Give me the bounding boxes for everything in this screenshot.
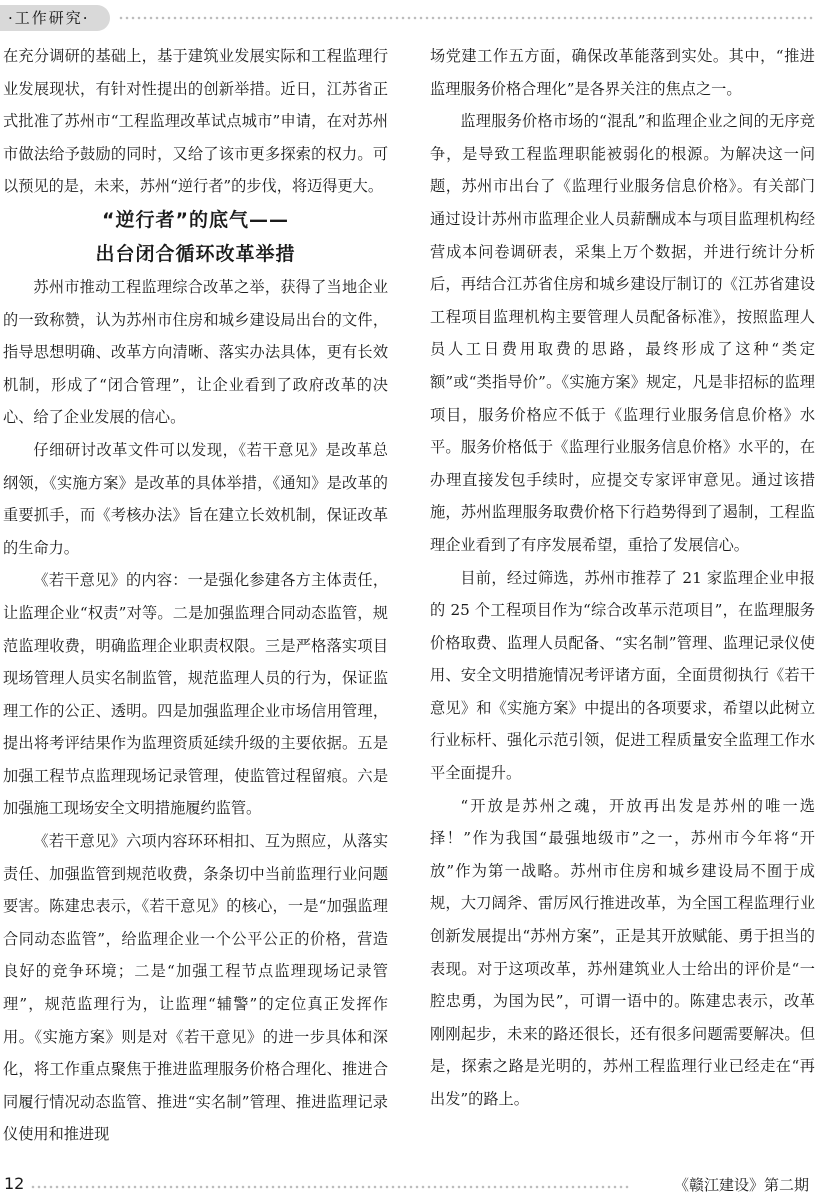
footer-dotted-rule xyxy=(30,1185,630,1189)
paragraph: 《若干意见》六项内容环环相扣、互为照应，从落实责任、加强监管到规范收费，条条切中当前监理行业问题要害。陈建忠表示，《若干意见》的核心，一是“加强监理合同动态监管”，给监理企业一个公平公正的价格，营造良好的竞争环境；二是“加强工程节点监理现场记录管理”，规范监理行为，让监理“辅警”的定位真正发挥作用。《实施方案》则是对《若干意见》的进一步具体和深化，将工作重点聚焦于推进监理服务价格合理化、推进合同履行情况动态监管、推进“实名制”管理、推进监理记录仪使用和推进现 xyxy=(3,832,388,1144)
paragraph: 在充分调研的基础上，基于建筑业发展实际和工程监理行业发展现状，有针对性提出的创新举措。近日，江苏省正式批准了苏州市“工程监理改革试点城市”申请，在对苏州市做法给予鼓励的同时，又给了该市更多探索的权力。可以预见的是，未来，苏州“逆行者”的步伐，将迈得更大。 xyxy=(3,47,388,196)
page-header xyxy=(0,0,815,34)
header-dotted-rule xyxy=(118,16,815,20)
left-column xyxy=(3,40,388,1151)
paragraph: 监理服务价格市场的“混乱”和监理企业之间的无序竞争，是导致工程监理职能被弱化的根源。为解决这一问题，苏州市出台了《监理行业服务信息价格》。有关部门通过设计苏州市监理企业人员薪酬成本与项目监理机构经营成本问卷调研表，采集上万个数据，并进行统计分析后，再结合江苏省住房和城乡建设厅制订的《江苏省建设工程项目监理机构主要管理人员配备标准》，按照监理人员人工日费用取费的思路，最终形成了这种“类定额”或“类指导价”。《实施方案》规定，凡是非招标的监理项目，服务价格应不低于《监理行业服务信息价格》水平。服务价格低于《监理行业服务信息价格》水平的，在办理直接发包手续时，应提交专家评审意见。通过该措施，苏州监理服务取费价格下行趋势得到了遏制，工程监理企业看到了有序发展希望，重拾了发展信心。 xyxy=(430,112,815,554)
page-number: 12 xyxy=(4,1174,25,1193)
paragraph: 场党建工作五方面，确保改革能落到实处。其中，“推进监理服务价格合理化”是各界关注的焦点之一。 xyxy=(430,47,815,98)
paragraph: 目前，经过筛选，苏州市推荐了 21 家监理企业申报的 25 个工程项目作为“综合改革示范项目”，在监理服务价格取费、监理人员配备、“实名制”管理、监理记录仪使用、安全文明措施情况考评诸方面，全面贯彻执行《若干意见》和《实施方案》中提出的各项要求，希望以此树立行业标杆、强化示范引领，促进工程质量安全监理工作水平全面提升。 xyxy=(430,568,815,783)
page-footer xyxy=(0,1168,815,1202)
paragraph: 仔细研讨改革文件可以发现，《若干意见》是改革总纲领，《实施方案》是改革的具体举措，《通知》是改革的重要抓手，而《考核办法》旨在建立长效机制，保证改革的生命力。 xyxy=(3,440,388,557)
right-column xyxy=(430,40,815,1116)
paragraph: 苏州市推动工程监理综合改革之举，获得了当地企业的一致称赞，认为苏州市住房和城乡建设局出台的文件，指导思想明确、改革方向清晰、落实办法具体，更有长效机制，形成了“闭合管理”，让企业看到了政府改革的决心、给了企业发展的信心。 xyxy=(3,277,388,427)
paragraph: “开放是苏州之魂，开放再出发是苏州的唯一选择！”作为我国“最强地级市”之一，苏州市今年将“开放”作为第一战略。苏州市住房和城乡建设局不囿于成规，大刀阔斧、雷厉风行推进改革，为全国工程监理行业创新发展提出“苏州方案”，正是其开放赋能、勇于担当的表现。对于这项改革，苏州建筑业人士给出的评价是“一腔忠勇，为国为民”，可谓一语中的。陈建忠表示，改革刚刚起步，未来的路还很长，还有很多问题需要解决。但是，探索之路是光明的，苏州工程监理行业已经走在“再出发”的路上。 xyxy=(430,796,815,1108)
section-heading-line2: 出台闭合循环改革举措 xyxy=(95,242,296,265)
section-heading-line1: “逆行者”的底气—— xyxy=(102,208,289,231)
journal-name: 《赣江建设》第二期 xyxy=(673,1176,809,1194)
paragraph: 《若干意见》的内容：一是强化参建各方主体责任，让监理企业“权责”对等。二是加强监理合同动态监管，规范监理收费，明确监理企业职责权限。三是严格落实项目现场管理人员实名制监管，规范监理人员的行为，保证监理工作的公正、透明。四是加强监理企业市场信用管理，提出将考评结果作为监理资质延续升级的主要依据。五是加强工程节点监理现场记录管理，使监管过程留痕。六是加强施工现场安全文明措施履约监管。 xyxy=(3,571,388,818)
section-tag: ·工作研究· xyxy=(0,5,110,31)
